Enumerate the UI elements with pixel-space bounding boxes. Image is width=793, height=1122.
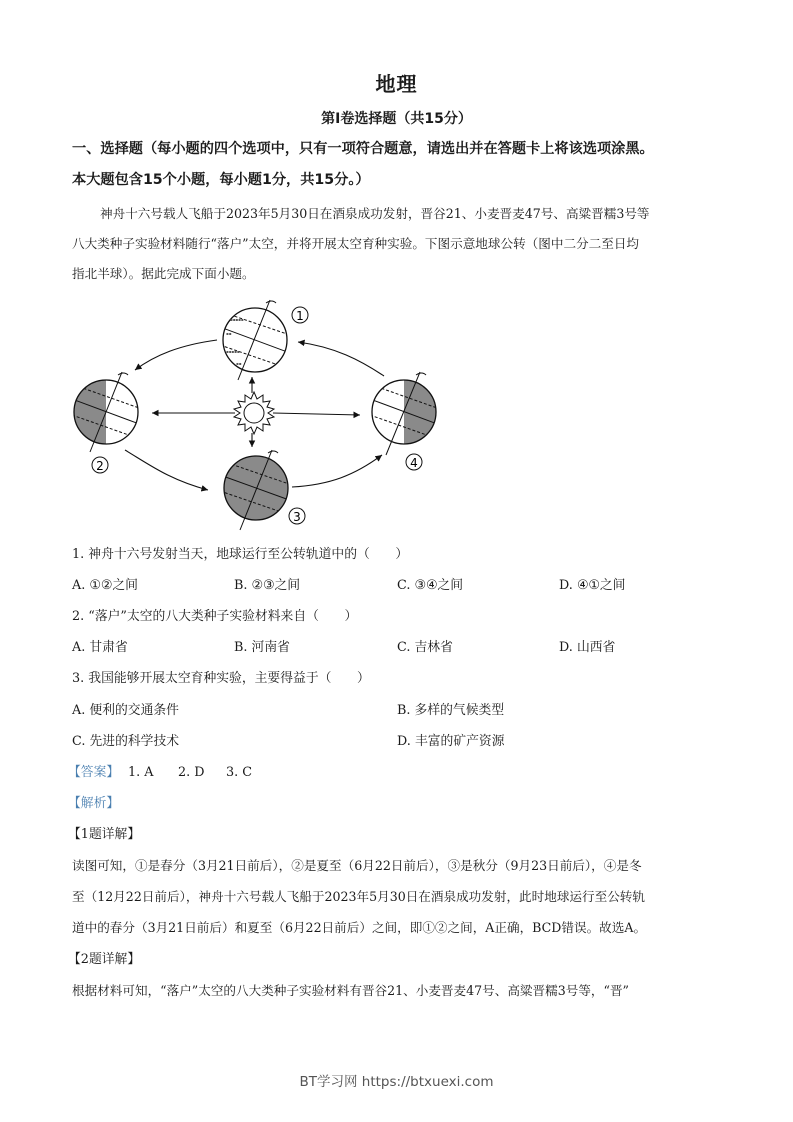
position-label-4 [406,454,422,470]
svg-text:1: 1 [296,309,304,323]
q1-option-c: C. ③④之间 [397,578,464,593]
intro-line3: 指北半球）。据此完成下面小题。 [72,266,255,281]
globe-position-4 [370,372,440,470]
sun-icon [234,392,274,434]
q2-detail-line1: 根据材料可知，“落户”太空的八大类种子实验材料有晋谷21、小麦晋麦47号、高粱晋糯3号等，“晋” [72,983,629,998]
intro-line2: 八大类种子实验材料随行“落户”太空，并将开展太空育种实验。下图示意地球公转（图中二分二至日均 [72,236,640,251]
q1-option-a: A. ①②之间 [72,578,138,593]
question-2-stem: 2. “落户”太空的八大类种子实验材料来自（ ） [72,609,358,624]
q1-detail-line2: 至（12月22日前后），神舟十六号载人飞船于2023年5月30日在酒泉成功发射，此时地球运行至公转轨 [72,889,645,904]
svg-text:▪▪: ▪▪ [236,361,242,366]
q2-option-a: A. 甘肃省 [72,640,128,655]
q1-detail-line3: 道中的春分（3月21日前后）和夏至（6月22日前后）之间，即①②之间，A正确，BCD错误。故选A。 [72,920,647,935]
position-label-1 [292,307,308,323]
globe-position-2 [72,372,142,473]
question-1-stem: 1. 神舟十六号发射当天，地球运行至公转轨道中的（ ） [72,547,409,562]
answer-2: 2. D [178,765,205,780]
q2-detail-heading: 【2题详解】 [68,952,141,967]
q1-option-d: D. ④①之间 [559,578,626,593]
position-label-3 [289,508,305,524]
answer-label: 【答案】 [68,765,120,780]
analysis-label: 【解析】 [68,796,120,811]
svg-text:▪▪▪▪▪: ▪▪▪▪▪ [230,317,244,322]
q1-detail-line1: 读图可知，①是春分（3月21日前后），②是夏至（6月22日前后），③是秋分（9月23日前后），④是冬 [72,858,642,873]
svg-text:2: 2 [96,459,104,473]
q2-option-c: C. 吉林省 [397,640,453,655]
q3-option-b: B. 多样的气候类型 [397,703,505,718]
q3-option-a: A. 便利的交通条件 [72,703,179,718]
q1-detail-heading: 【1题详解】 [68,827,141,842]
section-heading-line1: 一、选择题（每小题的四个选项中，只有一项符合题意，请选出并在答题卡上将该选项涂黑。 [72,141,654,157]
page-title: 地理 [375,72,418,96]
svg-text:3: 3 [293,510,301,524]
svg-text:▪▪: ▪▪ [226,331,232,336]
answer-3: 3. C [226,765,253,780]
section-heading-line2: 本大题包含15个小题，每小题1分，共15分。） [72,172,370,188]
earth-revolution-diagram [60,295,460,535]
q2-option-b: B. 河南省 [234,640,290,655]
svg-text:▪▪▪▪▪: ▪▪▪▪▪ [226,349,240,354]
q3-option-c: C. 先进的科学技术 [72,734,180,749]
globe-position-3 [220,450,305,530]
question-3-stem: 3. 我国能够开展太空育种实验，主要得益于（ ） [72,671,370,686]
q3-option-d: D. 丰富的矿产资源 [397,734,505,749]
position-label-2 [92,457,108,473]
watermark-footer: BT学习网 https://btxuexi.com [299,1074,494,1090]
answer-1: 1. A [128,765,154,780]
intro-line1: 神舟十六号载人飞船于2023年5月30日在酒泉成功发射，晋谷21、小麦晋麦47号、高粱晋糯3号等 [100,206,650,221]
svg-text:4: 4 [410,456,418,470]
paper-subtitle: 第Ⅰ卷选择题（共15分） [321,111,472,127]
globe-position-1 [220,300,308,380]
q1-option-b: B. ②③之间 [234,578,301,593]
q2-option-d: D. 山西省 [559,640,616,655]
